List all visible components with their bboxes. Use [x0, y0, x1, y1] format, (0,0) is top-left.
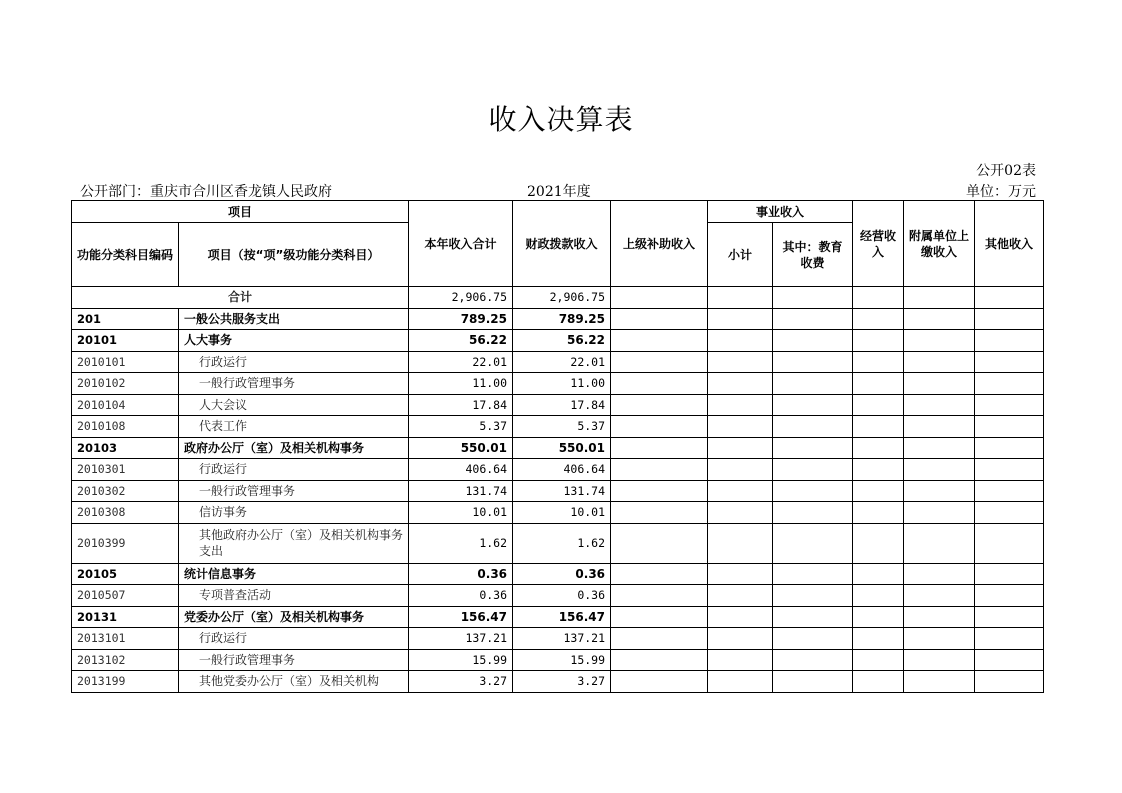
row-fiscal: 131.74: [513, 480, 611, 502]
row-total: 156.47: [409, 606, 513, 628]
row-fiscal: 11.00: [513, 373, 611, 395]
row-name: 人大事务: [179, 330, 409, 352]
row-total: 5.37: [409, 416, 513, 438]
empty-cell: [975, 373, 1044, 395]
table-row: [72, 628, 1044, 650]
empty-cell: [773, 330, 853, 352]
row-total: 137.21: [409, 628, 513, 650]
empty-cell: [904, 330, 975, 352]
empty-cell: [904, 437, 975, 459]
empty-cell: [853, 459, 904, 481]
row-total: 11.00: [409, 373, 513, 395]
department-label: 公开部门：重庆市合川区香龙镇人民政府: [80, 184, 332, 200]
row-name: 其他党委办公厅（室）及相关机构: [179, 671, 409, 693]
empty-cell: [708, 502, 773, 524]
row-code: 2010399: [72, 523, 179, 563]
empty-cell: [773, 394, 853, 416]
row-fiscal: 3.27: [513, 671, 611, 693]
row-name: 其他政府办公厅（室）及相关机构事务支出: [179, 523, 409, 563]
header-fiscal: 财政拨款收入: [513, 201, 611, 287]
empty-cell: [773, 416, 853, 438]
empty-cell: [853, 330, 904, 352]
row-name: 行政运行: [179, 628, 409, 650]
row-code: 2010302: [72, 480, 179, 502]
empty-cell: [975, 480, 1044, 502]
empty-cell: [708, 308, 773, 330]
table-row: [72, 523, 1044, 563]
empty-cell: [611, 563, 708, 585]
row-fiscal: 789.25: [513, 308, 611, 330]
row-name: 人大会议: [179, 394, 409, 416]
year-label: 2021年度: [527, 184, 591, 200]
row-fiscal: 156.47: [513, 606, 611, 628]
empty-cell: [904, 563, 975, 585]
empty-cell: [773, 373, 853, 395]
empty-cell: [853, 416, 904, 438]
empty-cell: [975, 502, 1044, 524]
empty-cell: [773, 671, 853, 693]
empty-cell: [611, 394, 708, 416]
empty-cell: [773, 523, 853, 563]
row-total: 3.27: [409, 671, 513, 693]
header-project: 项目: [72, 201, 409, 223]
table-row: [72, 585, 1044, 607]
empty-cell: [611, 585, 708, 607]
table-row: [72, 502, 1044, 524]
table-row: [72, 480, 1044, 502]
row-name: 政府办公厅（室）及相关机构事务: [179, 437, 409, 459]
row-code: 2010101: [72, 351, 179, 373]
empty-cell: [611, 416, 708, 438]
row-name: 党委办公厅（室）及相关机构事务: [179, 606, 409, 628]
empty-cell: [904, 416, 975, 438]
row-fiscal: 22.01: [513, 351, 611, 373]
row-name: 一般行政管理事务: [179, 373, 409, 395]
empty-cell: [611, 649, 708, 671]
empty-cell: [853, 351, 904, 373]
empty-cell: [853, 308, 904, 330]
row-name: 行政运行: [179, 459, 409, 481]
empty-cell: [708, 459, 773, 481]
empty-cell: [611, 671, 708, 693]
table-row: [72, 671, 1044, 693]
table-row: [72, 330, 1044, 352]
row-fiscal: 137.21: [513, 628, 611, 650]
empty-cell: [708, 437, 773, 459]
empty-cell: [611, 330, 708, 352]
empty-cell: [975, 394, 1044, 416]
row-total: 10.01: [409, 502, 513, 524]
empty-cell: [708, 671, 773, 693]
empty-cell: [611, 308, 708, 330]
empty-cell: [708, 416, 773, 438]
empty-cell: [611, 523, 708, 563]
row-name: 一般公共服务支出: [179, 308, 409, 330]
empty-cell: [853, 523, 904, 563]
empty-cell: [975, 330, 1044, 352]
empty-cell: [904, 351, 975, 373]
row-code: 20103: [72, 437, 179, 459]
empty-cell: [708, 649, 773, 671]
empty-cell: [904, 459, 975, 481]
empty-cell: [904, 606, 975, 628]
empty-cell: [904, 585, 975, 607]
empty-cell: [708, 585, 773, 607]
empty-cell: [611, 606, 708, 628]
empty-cell: [708, 394, 773, 416]
unit-label: 单位：万元: [966, 184, 1036, 200]
empty-cell: [708, 523, 773, 563]
row-code: 20105: [72, 563, 179, 585]
row-total: 15.99: [409, 649, 513, 671]
empty-cell: [611, 502, 708, 524]
empty-cell: [853, 628, 904, 650]
row-total: 789.25: [409, 308, 513, 330]
row-fiscal: 17.84: [513, 394, 611, 416]
empty-cell: [708, 373, 773, 395]
empty-cell: [853, 437, 904, 459]
row-fiscal: 5.37: [513, 416, 611, 438]
empty-cell: [773, 628, 853, 650]
table-row: [72, 394, 1044, 416]
row-code: 2013102: [72, 649, 179, 671]
empty-cell: [611, 459, 708, 481]
row-code: 2013101: [72, 628, 179, 650]
empty-cell: [708, 606, 773, 628]
row-code: 2010308: [72, 502, 179, 524]
empty-cell: [773, 351, 853, 373]
header-affiliated-income: 附属单位上缴收入: [904, 201, 975, 287]
empty-cell: [975, 437, 1044, 459]
row-total: 0.36: [409, 563, 513, 585]
table-row: [72, 416, 1044, 438]
empty-cell: [904, 523, 975, 563]
row-code: 2013199: [72, 671, 179, 693]
row-code: 2010507: [72, 585, 179, 607]
row-name: 一般行政管理事务: [179, 480, 409, 502]
table-row: [72, 351, 1044, 373]
header-education-fee: 其中：教育收费: [773, 223, 853, 287]
table-body: [72, 287, 1044, 693]
empty-cell: [904, 671, 975, 693]
empty-cell: [611, 628, 708, 650]
row-fiscal: 406.64: [513, 459, 611, 481]
table-row: [72, 308, 1044, 330]
table-row: [72, 606, 1044, 628]
empty-cell: [773, 563, 853, 585]
empty-cell: [611, 480, 708, 502]
income-table: [71, 200, 1044, 693]
row-name: 一般行政管理事务: [179, 649, 409, 671]
row-code: 2010104: [72, 394, 179, 416]
table-row: [72, 437, 1044, 459]
row-name: 行政运行: [179, 351, 409, 373]
empty-cell: [975, 308, 1044, 330]
empty-cell: [853, 480, 904, 502]
empty-cell: [853, 585, 904, 607]
empty-cell: [975, 671, 1044, 693]
header-subtotal: 小计: [708, 223, 773, 287]
empty-cell: [975, 459, 1044, 481]
empty-cell: [904, 373, 975, 395]
row-total: 1.62: [409, 523, 513, 563]
empty-cell: [773, 502, 853, 524]
header-total-income: 本年收入合计: [409, 201, 513, 287]
empty-cell: [708, 480, 773, 502]
empty-cell: [853, 394, 904, 416]
row-name: 信访事务: [179, 502, 409, 524]
row-name: 专项普查活动: [179, 585, 409, 607]
empty-cell: [611, 373, 708, 395]
form-code: 公开02表: [976, 163, 1036, 179]
header-business-income: 事业收入: [708, 201, 853, 223]
empty-cell: [853, 373, 904, 395]
row-code: 20131: [72, 606, 179, 628]
header-func-code: 功能分类科目编码: [72, 223, 179, 287]
row-name: 统计信息事务: [179, 563, 409, 585]
empty-cell: [773, 308, 853, 330]
page-title: 收入决算表: [488, 103, 634, 136]
empty-cell: [773, 459, 853, 481]
empty-cell: [708, 628, 773, 650]
empty-cell: [904, 649, 975, 671]
empty-cell: [975, 628, 1044, 650]
row-fiscal: 550.01: [513, 437, 611, 459]
empty-cell: [904, 308, 975, 330]
row-total: 131.74: [409, 480, 513, 502]
header-operating-income: 经营收入: [853, 201, 904, 287]
table-row: [72, 649, 1044, 671]
empty-cell: [773, 480, 853, 502]
table-row: [72, 563, 1044, 585]
row-total: 550.01: [409, 437, 513, 459]
empty-cell: [773, 649, 853, 671]
row-code: 20101: [72, 330, 179, 352]
row-fiscal: 1.62: [513, 523, 611, 563]
table-row: [72, 373, 1044, 395]
header-item-name: 项目（按“项”级功能分类科目）: [179, 223, 409, 287]
empty-cell: [611, 351, 708, 373]
empty-cell: [853, 563, 904, 585]
row-fiscal: 15.99: [513, 649, 611, 671]
total-income-value: 2,906.75: [409, 287, 513, 309]
table-row: [72, 459, 1044, 481]
row-code: 2010301: [72, 459, 179, 481]
row-total: 406.64: [409, 459, 513, 481]
row-total: 22.01: [409, 351, 513, 373]
row-code: 2010108: [72, 416, 179, 438]
empty-cell: [773, 606, 853, 628]
row-name: 代表工作: [179, 416, 409, 438]
header-other-income: 其他收入: [975, 201, 1044, 287]
empty-cell: [708, 351, 773, 373]
row-total: 0.36: [409, 585, 513, 607]
empty-cell: [975, 351, 1044, 373]
empty-cell: [853, 606, 904, 628]
empty-cell: [773, 585, 853, 607]
empty-cell: [853, 671, 904, 693]
row-code: 2010102: [72, 373, 179, 395]
empty-cell: [904, 480, 975, 502]
empty-cell: [975, 523, 1044, 563]
empty-cell: [611, 437, 708, 459]
empty-cell: [975, 649, 1044, 671]
empty-cell: [904, 502, 975, 524]
header-superior-subsidy: 上级补助收入: [611, 201, 708, 287]
empty-cell: [853, 502, 904, 524]
total-label: 合计: [72, 287, 409, 309]
empty-cell: [853, 649, 904, 671]
row-code: 201: [72, 308, 179, 330]
total-fiscal-value: 2,906.75: [513, 287, 611, 309]
empty-cell: [708, 330, 773, 352]
row-total: 17.84: [409, 394, 513, 416]
row-fiscal: 10.01: [513, 502, 611, 524]
empty-cell: [773, 437, 853, 459]
empty-cell: [975, 585, 1044, 607]
empty-cell: [975, 563, 1044, 585]
empty-cell: [904, 394, 975, 416]
row-fiscal: 0.36: [513, 563, 611, 585]
empty-cell: [708, 563, 773, 585]
total-row: [72, 287, 1044, 309]
row-total: 56.22: [409, 330, 513, 352]
row-fiscal: 0.36: [513, 585, 611, 607]
empty-cell: [904, 628, 975, 650]
row-fiscal: 56.22: [513, 330, 611, 352]
empty-cell: [975, 606, 1044, 628]
empty-cell: [975, 416, 1044, 438]
